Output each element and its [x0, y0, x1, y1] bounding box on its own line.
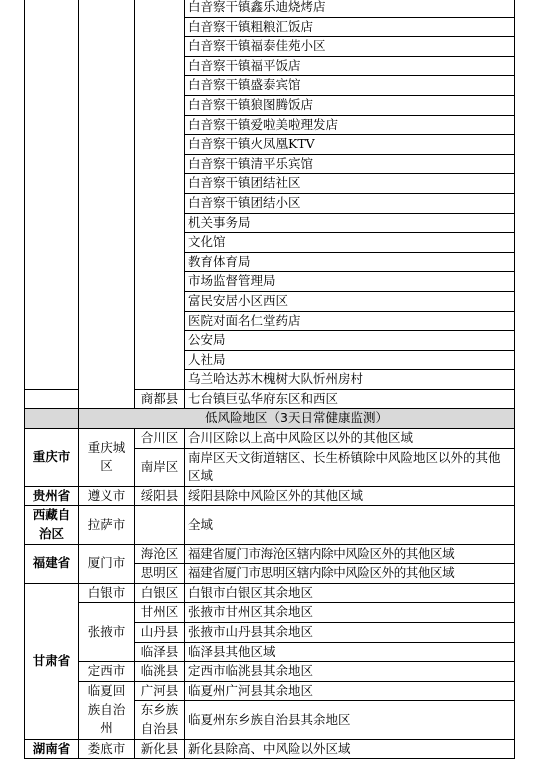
blank-cell — [25, 409, 79, 429]
province-cell: 西藏自治区 — [25, 506, 79, 544]
city-cell: 拉萨市 — [79, 506, 135, 544]
county-cell: 海沧区 — [135, 544, 185, 564]
county-cell: 思明区 — [135, 564, 185, 584]
area-cell: 白音察干镇爱啦美啦理发店 — [185, 115, 515, 135]
area-cell: 白音察干镇粗粮汇饭店 — [185, 17, 515, 37]
city-cell — [79, 0, 135, 409]
area-cell: 教育体育局 — [185, 252, 515, 272]
area-cell: 南岸区天文街道辖区、长生桥镇除中风险地区以外的其他区域 — [185, 448, 515, 486]
table-row — [25, 486, 515, 506]
area-cell: 临夏州东乡族自治县其余地区 — [185, 701, 515, 739]
area-cell: 福建省厦门市思明区辖内除中风险区外的其他区域 — [185, 564, 515, 584]
area-cell: 临泽县其他区域 — [185, 642, 515, 662]
county-cell: 南岸区 — [135, 448, 185, 486]
county-cell: 新化县 — [135, 739, 185, 759]
city-cell: 白银市 — [79, 583, 135, 603]
area-cell: 全域 — [185, 506, 515, 544]
area-cell: 绥阳县除中风险区外的其他区域 — [185, 486, 515, 506]
table-row — [25, 603, 515, 623]
area-cell: 白音察干镇盛泰宾馆 — [185, 76, 515, 96]
table-row — [25, 429, 515, 449]
area-cell: 白银市白银区其余地区 — [185, 583, 515, 603]
area-cell: 富民安居小区西区 — [185, 291, 515, 311]
area-cell: 白音察干镇团结小区 — [185, 193, 515, 213]
city-cell: 临夏回族自治州 — [79, 681, 135, 739]
county-cell: 临洮县 — [135, 662, 185, 682]
city-cell: 张掖市 — [79, 603, 135, 662]
province-cell — [25, 0, 79, 389]
area-cell: 人社局 — [185, 350, 515, 370]
city-cell: 厦门市 — [79, 544, 135, 583]
county-cell: 绥阳县 — [135, 486, 185, 506]
province-cell: 重庆市 — [25, 429, 79, 487]
table-row — [25, 739, 515, 759]
area-cell: 机关事务局 — [185, 213, 515, 233]
table-row — [25, 662, 515, 682]
table-row — [25, 0, 515, 17]
province-cell: 湖南省 — [25, 739, 79, 759]
area-cell: 定西市临洮县其余地区 — [185, 662, 515, 682]
province-cell: 贵州省 — [25, 486, 79, 506]
county-cell — [135, 0, 185, 389]
area-cell: 七台镇巨弘华府东区和西区 — [185, 389, 515, 409]
area-cell: 临夏州广河县其余地区 — [185, 681, 515, 701]
county-cell: 临泽县 — [135, 642, 185, 662]
area-cell: 张掖市甘州区其余地区 — [185, 603, 515, 623]
province-cell: 福建省 — [25, 544, 79, 583]
table-row — [25, 681, 515, 701]
area-cell: 白音察干镇狼图腾饭店 — [185, 95, 515, 115]
area-cell: 白音察干镇清平乐宾馆 — [185, 154, 515, 174]
county-cell: 广河县 — [135, 681, 185, 701]
city-cell: 遵义市 — [79, 486, 135, 506]
city-cell: 娄底市 — [79, 739, 135, 759]
province-cell — [25, 389, 79, 409]
section-header: 低风险地区（3天日常健康监测） — [79, 409, 515, 429]
risk-area-table — [24, 0, 515, 759]
county-cell: 甘州区 — [135, 603, 185, 623]
area-cell: 新化县除高、中风险以外区域 — [185, 739, 515, 759]
section-header-row — [25, 409, 515, 429]
county-cell: 白银区 — [135, 583, 185, 603]
area-cell: 市场监督管理局 — [185, 272, 515, 292]
table-row — [25, 506, 515, 544]
county-cell: 商都县 — [135, 389, 185, 409]
area-cell: 福建省厦门市海沧区辖内除中风险区外的其他区域 — [185, 544, 515, 564]
county-cell: 东乡族自治县 — [135, 701, 185, 739]
area-cell: 白音察干镇福泰佳苑小区 — [185, 37, 515, 57]
county-cell: 合川区 — [135, 429, 185, 449]
area-cell: 白音察干镇福平饭店 — [185, 56, 515, 76]
area-cell: 白音察干镇团结社区 — [185, 174, 515, 194]
area-cell: 公安局 — [185, 331, 515, 351]
county-cell — [135, 506, 185, 544]
table-row — [25, 583, 515, 603]
area-cell: 乌兰哈达苏木槐树大队忻州房村 — [185, 370, 515, 390]
province-cell: 甘肃省 — [25, 583, 79, 739]
city-cell: 定西市 — [79, 662, 135, 682]
area-cell: 白音察干镇鑫乐迪烧烤店 — [185, 0, 515, 17]
county-cell: 山丹县 — [135, 623, 185, 643]
area-cell: 合川区除以上高中风险区以外的其他区域 — [185, 429, 515, 449]
city-cell: 重庆城区 — [79, 429, 135, 487]
area-cell: 文化馆 — [185, 233, 515, 253]
table-row — [25, 544, 515, 564]
area-cell: 张掖市山丹县其余地区 — [185, 623, 515, 643]
area-cell: 白音察干镇火凤凰KTV — [185, 135, 515, 155]
area-cell: 医院对面名仁堂药店 — [185, 311, 515, 331]
